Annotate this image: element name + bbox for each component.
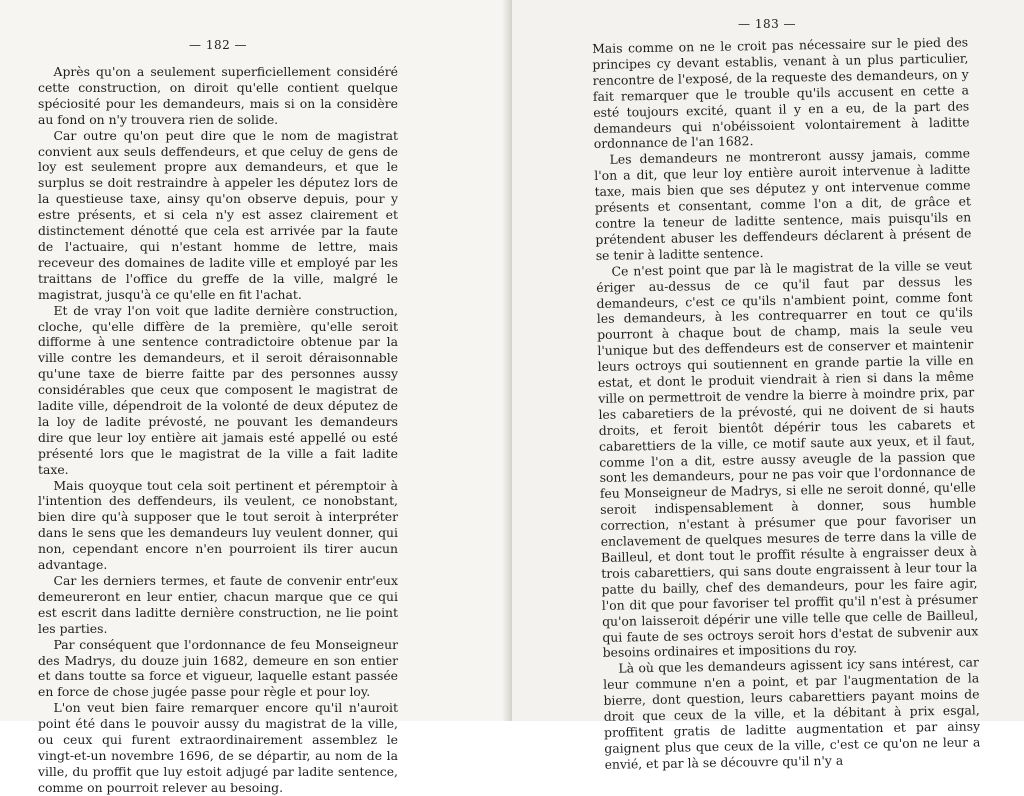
right-page-text [592, 34, 981, 772]
paragraph: Et de vray l'on voit que ladite dernière construction, cloche, qu'elle diffère de la première, qu'elle seroit difforme à une sentence contradictoire obtenue par la ville contre les demandeurs, et il seroit déraisonnable qu'une taxe de bierre faitte par des personnes aussy considérables que ceux que composent le magistrat de ladite ville, dépendroit de la volonté de deux députez de la loy de ladite prévosté, ne pouvant les demandeurs dire que leur loy entière ait jamais esté appellé ou esté présenté lors que le magistrat de la ville a fait ladite taxe. [38, 302, 398, 477]
paragraph: Là où que les demandeurs agissent icy sans intérest, car leur commune n'en a point, et par l'augmentation de la bierre, dont question, leurs cabarettiers payant moins de droit que ceux de la ville, et la débitant à prix esgal, proffitent gratis de laditte augmentation et par ainsy gaignent plus que ceux de la ville, c'est ce qu'on ne leur a envié, et par là se découvre qu'il n'y a [603, 654, 981, 772]
paragraph: Ce n'est point que par là le magistrat de la ville se veut ériger au-dessus de ce qu'il faut par dessus les demandeurs, c'est ce qu'ils n'ambient point, comme font les demandeurs, à les contrequarrer en tout ce qu'ils pourront à chaque bout de champ, mais la seule veu l'unique but des deffendeurs est de conserver et maintenir leurs octroys qui soutiennent en grande partie la ville en estat, et dont le produit viendrait à rien si dans la même ville on permettroit de vendre la bierre à moindre prix, par les cabaretiers de la prévosté, qui ne doivent de si hauts droits, et feroit bientôt dépérir tous les cabarets et cabarettiers de la ville, ce motif saute aux yeux, et il faut, comme l'on a dit, estre aussy aveugle de la passion que sont les demandeurs, pour ne pas voir que l'ordonnance de feu Monseigneur de Madrys, si elle ne seroit donné, qu'elle seroit indispensablement à donner, sous humble correction, n'estant à présumer que pour favoriser un enclavement de quelques mesures de terre dans la ville de Bailleul, et dont tout le proffit résulte à engraisser deux à trois cabarettiers, qui sans doute engraissent à leur tour la patte du bailly, chef des demandeurs, pour les faire agir, l'on dit que pour favoriser tel proffit qu'il n'est à présumer qu'on laisseroit dépérir une ville telle que celle de Bailleul, qui faute de ses octroys seroit hors d'estat de subvenir aux besoins ordinaires et impositions du roy. [596, 257, 979, 661]
paragraph: Après qu'on a seulement superficiellement considéré cette construction, on diroit qu'elle contient quelque spéciosité pour les demandeurs, mais si on la considère au fond on n'y trouvera rien de solide. [38, 64, 398, 127]
paragraph: Par conséquent que l'ordonnance de feu Monseigneur des Madrys, du douze juin 1682, demeure en son entier et dans toutte sa force et vigueur, laquelle estant passée en force de chose jugée passe pour règle et pour loy. [38, 636, 398, 700]
left-page-text [38, 64, 398, 796]
paragraph: Car les derniers termes, et faute de convenir entr'eux demeureront en leur entier, chacun marque que ce qui est escrit dans laditte dernière construction, ne lie point les parties. [38, 573, 398, 636]
page-number-left: — 182 — [189, 38, 248, 52]
paragraph: Mais comme on ne le croit pas nécessaire sur le pied des principes cy devant establis, venant à un plus particulier, rencontre de l'exposé, de la requeste des demandeurs, on y fait remarquer que le trouble qu'ils accusent en cette a esté toujours excité, quant il y en a eu, de la part des demandeurs qui n'obéissoient volontairement à laditte ordonnance de l'an 1682. [592, 34, 970, 152]
paragraph: L'on veut bien faire remarquer encore qu'il n'auroit point été dans le pouvoir aussy du magistrat de la ville, ou ceux qui furent extraordinairement assemblez le vingt-et-un novembre 1696, de se départir, au nom de la ville, du proffit que luy estoit adjugé par ladite sentence, comme on pourroit relever au besoing. [38, 700, 398, 795]
left-page [0, 0, 512, 795]
page-number-right: — 183 — [738, 17, 797, 31]
paragraph: Mais quoyque tout cela soit pertinent et péremptoir à l'intention des deffendeurs, ils veulent, ce nonobstant, bien dire qu'à supposer que le tout seroit à interpréter dans le sens que les demandeurs luy veulent donner, qui non, cependant encore n'en pourroient ils tirer aucun advantage. [38, 477, 398, 573]
paragraph: Car outre qu'on peut dire que le nom de magistrat convient aux seuls deffendeurs, et que celuy de gens de loy est seulement propre aux demandeurs, et que le surplus se doit restraindre à appeler les députez lors de la questieuse taxe, ainsy qu'on observe depuis, pour y estre présents, et si cela n'y est assez clairement et distinctement dénotté que cela est arrivée par la faute de l'actuaire, qui n'estant homme de lettre, mais receveur des domaines de ladite ville et employé par les traittans de l'office du greffe de la ville, malgré le magistrat, jusqu'à ce qu'elle en fit l'achat. [38, 127, 398, 302]
paragraph: Les demandeurs ne montreront aussy jamais, comme l'on a dit, que leur loy entière auroit intervenue à laditte taxe, mais bien que ses députez y ont intervenue comme présents et consentant, comme l'on a dit, de grâce et contre la teneur de laditte sentence, mais puisqu'ils en prétendent abuser les deffendeurs déclarent à présent de se tenir à laditte sentence. [594, 145, 972, 263]
